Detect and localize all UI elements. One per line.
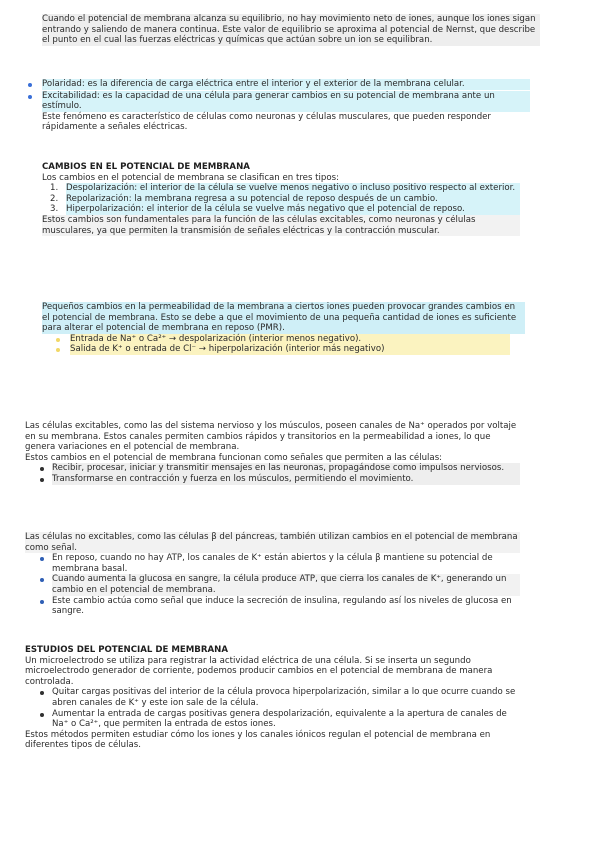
changes-list bbox=[0, 183, 600, 215]
studies-list bbox=[0, 687, 600, 729]
definitions-list bbox=[0, 79, 600, 133]
changes-item-1: 1. Despolarización: el interior de la célula se vuelve menos negativo o incluso positivo respecto al exterior. bbox=[0, 183, 600, 194]
changes-intro: Los cambios en el potencial de membrana se clasifican en tres tipos: bbox=[42, 172, 340, 183]
bullet-icon bbox=[28, 95, 32, 99]
studies-outro: Estos métodos permiten estudiar cómo los iones y los canales iónicos regulan el potencial de membrana en diferentes tipos de células. bbox=[25, 729, 491, 751]
permeability-section bbox=[0, 302, 600, 355]
studies-heading: ESTUDIOS DEL POTENCIAL DE MEMBRANA bbox=[25, 645, 228, 655]
bullet-icon bbox=[40, 578, 44, 582]
bullet-icon bbox=[40, 691, 44, 695]
permeability-paragraph: Pequeños cambios en la permeabilidad de la membrana a ciertos iones pueden provocar grandes cambios en el potencial de membrana. Esto se debe a que el movimiento de una pequeña cantidad de iones es suficiente para alterar el potencial de membrana en reposo (PMR). bbox=[42, 302, 525, 334]
non-excitable-section bbox=[0, 532, 600, 617]
excitable-paragraph-2: Estos cambios en el potencial de membrana funcionan como señales que permiten a las células: bbox=[25, 452, 443, 463]
bullet-icon bbox=[40, 713, 44, 717]
studies-item-depolarization: Aumentar la entrada de cargas positivas genera despolarización, equivalente a la apertura de canales de Na⁺ o Ca²⁺, que permiten la entrada de estos iones. bbox=[0, 709, 600, 730]
changes-item-3: 3. Hiperpolarización: el interior de la célula se vuelve más negativo que el potencial de reposo. bbox=[0, 204, 600, 215]
bullet-icon bbox=[40, 600, 44, 604]
non-excitable-list bbox=[0, 553, 600, 617]
bullet-icon bbox=[28, 83, 32, 87]
excitable-item-neurons: Recibir, procesar, iniciar y transmitir mensajes en las neuronas, propagándose como impulsos nerviosos. bbox=[0, 463, 600, 474]
non-excitable-item-glucose: Cuando aumenta la glucosa en sangre, la célula produce ATP, que cierra los canales de K⁺, generando un cambio en el potencial de membrana. bbox=[0, 574, 600, 595]
bullet-icon bbox=[56, 348, 60, 352]
changes-section bbox=[0, 162, 600, 236]
permeability-list bbox=[0, 334, 600, 355]
permeability-item-hyperpolarization: Salida de K⁺ o entrada de Cl⁻ → hiperpolarización (interior más negativo) bbox=[0, 344, 600, 355]
bullet-icon bbox=[40, 557, 44, 561]
studies-section bbox=[0, 645, 600, 751]
changes-heading: CAMBIOS EN EL POTENCIAL DE MEMBRANA bbox=[42, 162, 250, 172]
definition-item-excitabilidad: Excitabilidad: es la capacidad de una célula para generar cambios en su potencial de membrana ante un estímulo. bbox=[0, 91, 600, 112]
non-excitable-paragraph: Las células no excitables, como las células β del páncreas, también utilizan cambios en el potencial de membrana como señal. bbox=[25, 532, 520, 553]
excitable-section bbox=[0, 421, 600, 485]
excitable-list bbox=[0, 463, 600, 484]
studies-paragraph: Un microelectrodo se utiliza para registrar la actividad eléctrica de una célula. Si se inserta un segundo microelectrodo generador de corriente, podemos producir cambios en el potencial de membrana de manera controlada. bbox=[25, 655, 493, 687]
definition-item-polaridad: Polaridad: es la diferencia de carga eléctrica entre el interior y el exterior de la membrana celular. bbox=[0, 79, 600, 90]
permeability-item-depolarization: Entrada de Na⁺ o Ca²⁺ → despolarización (interior menos negativo). bbox=[0, 334, 600, 345]
intro-block bbox=[0, 14, 600, 46]
non-excitable-item-insulin: Este cambio actúa como señal que induce la secreción de insulina, regulando así los niveles de glucosa en sangre. bbox=[0, 596, 600, 617]
intro-paragraph: Cuando el potencial de membrana alcanza su equilibrio, no hay movimiento neto de iones, aunque los iones sigan entrando y saliendo de manera continua. Este valor de equilibrio se aproxima al potencial de Nernst, que describe el punto en el cual las fuerzas eléctricas y químicas que actúan sobre un ion se equilibran. bbox=[42, 14, 540, 46]
studies-item-hyperpolarization: Quitar cargas positivas del interior de la célula provoca hiperpolarización, similar a lo que ocurre cuando se abren canales de K⁺ y este ion sale de la célula. bbox=[0, 687, 600, 708]
non-excitable-item-rest: En reposo, cuando no hay ATP, los canales de K⁺ están abiertos y la célula β mantiene su potencial de membrana basal. bbox=[0, 553, 600, 574]
changes-item-2: 2. Repolarización: la membrana regresa a su potencial de reposo después de un cambio. bbox=[0, 194, 600, 205]
excitable-item-muscles: Transformarse en contracción y fuerza en los músculos, permitiendo el movimiento. bbox=[0, 474, 600, 485]
changes-outro: Estos cambios son fundamentales para la función de las células excitables, como neuronas y células musculares, ya que permiten la transmisión de señales eléctricas y la contracción muscular. bbox=[42, 215, 520, 236]
excitable-paragraph: Las células excitables, como las del sistema nervioso y los músculos, poseen canales de Na⁺ operados por voltaje en su membrana. Estos canales permiten cambios rápidos y transitorios en la permeabilidad a iones, lo que genera variaciones en el potencial de membrana. bbox=[25, 421, 517, 453]
bullet-icon bbox=[56, 338, 60, 342]
bullet-icon bbox=[40, 478, 44, 482]
excitability-note: Este fenómeno es característico de células como neuronas y células musculares, que pueden responder rápidamente a señales eléctricas. bbox=[42, 111, 491, 133]
bullet-icon bbox=[40, 467, 44, 471]
